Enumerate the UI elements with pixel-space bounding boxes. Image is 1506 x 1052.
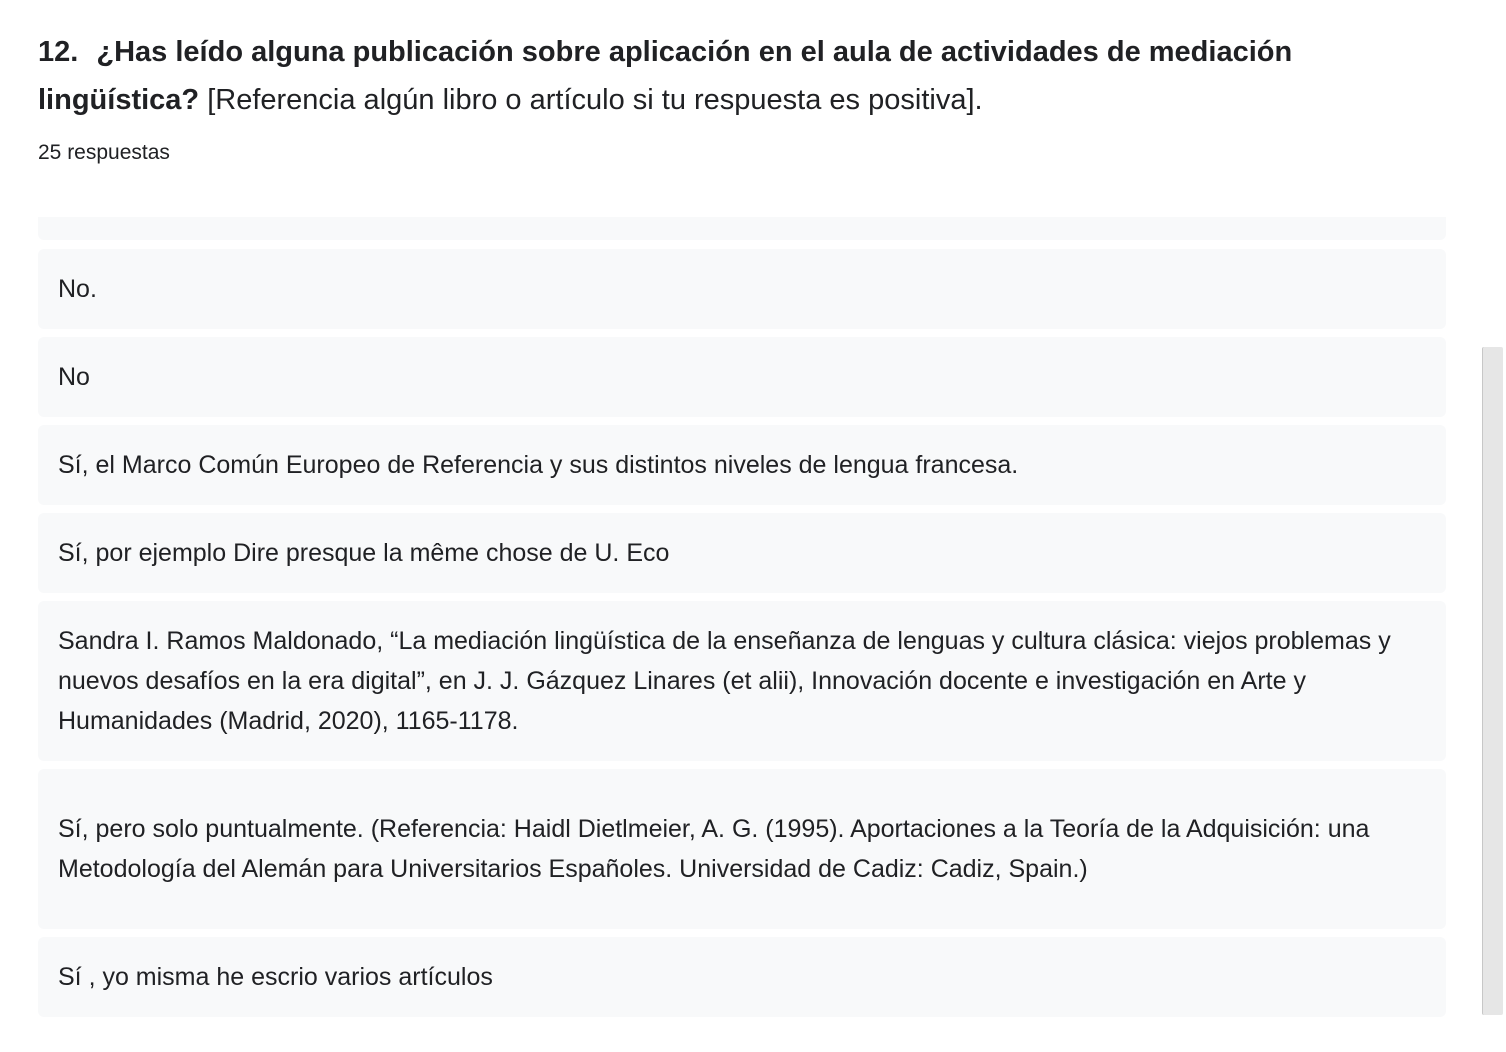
response-count: 25 respuestas [38,141,170,164]
question-number: 12. [38,36,79,68]
answer-item: Sí, el Marco Común Europeo de Referencia y sus distintos niveles de lengua francesa. [38,425,1446,505]
answer-item [38,217,1446,240]
answer-item: No [38,337,1446,417]
answer-item: Sí , yo misma he escrio varios artículos [38,937,1446,1017]
answer-item: Sí, por ejemplo Dire presque la même chose de U. Eco [38,513,1446,593]
answer-item: No. [38,249,1446,329]
scrollbar-thumb[interactable] [1482,347,1503,1015]
answer-item: Sí, pero solo puntualmente. (Referencia: Haidl Dietlmeier, A. G. (1995). Aportaciones a la Teoría de la Adquisición: una Metodología del Alemán para Universitarios Españoles. Universidad de Cadiz: Cadiz, Spain.) [38,769,1446,929]
answers-list[interactable] [38,217,1446,1052]
answer-item: Sandra I. Ramos Maldonado, “La mediación lingüística de la enseñanza de lenguas y cultura clásica: viejos problemas y nuevos desafíos en la era digital”, en J. J. Gázquez Linares (et alii), Innovación docente e investigación en Arte y Humanidades (Madrid, 2020), 1165-1178. [38,601,1446,761]
question-text: ¿Has leído alguna publicación sobre aplicación en el aula de actividades de mediación lingüística? [38,36,1293,116]
question-hint: [Referencia algún libro o artículo si tu respuesta es positiva]. [207,84,983,116]
question-title [38,28,1438,124]
